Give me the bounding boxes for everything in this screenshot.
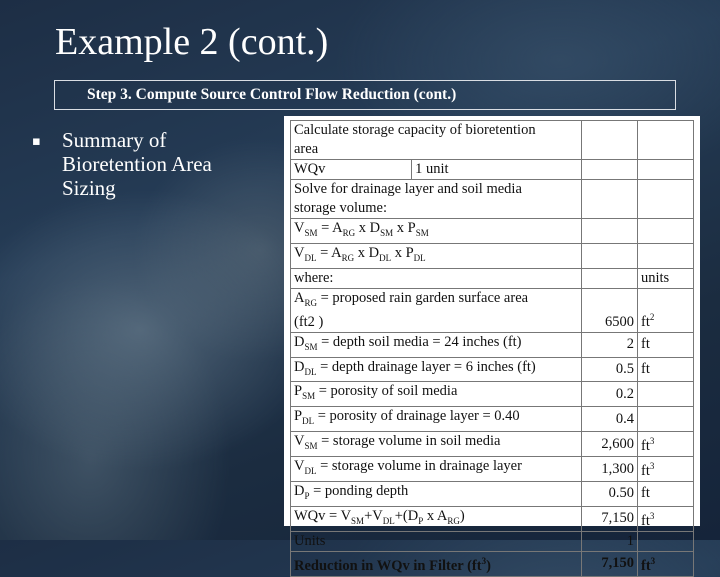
row-label: $D_{SM}$ = depth soil media = 24 inches (ft): [291, 332, 582, 357]
row-unit: ft: [638, 357, 694, 382]
row-value: [582, 160, 638, 180]
row-unit: [638, 243, 694, 268]
row-value: 0.4: [582, 407, 638, 432]
row-unit: $ft^3$: [638, 432, 694, 457]
table-row: [291, 121, 694, 160]
row-value: 7,150: [582, 551, 638, 576]
row-label: $A_{RG}$ = proposed rain garden surface area (ft2 ): [291, 288, 582, 332]
row-unit: $ft^3$: [638, 506, 694, 531]
row-label: WQv = $V_{SM}+V_{DL}+(D_P$ x $A_{RG}$): [291, 506, 582, 531]
table-row: [291, 268, 694, 288]
table-row: [291, 332, 694, 357]
row-label: Calculate storage capacity of bioretention area: [291, 121, 582, 160]
bullet-text: Summary of Bioretention Area Sizing: [62, 128, 212, 200]
row-label: $V_{SM} = A_{RG}$ x $D_{SM}$ x $P_{SM}$: [291, 219, 582, 244]
table-row: [291, 407, 694, 432]
row-label: $P_{DL}$ = porosity of drainage layer = 0.40: [291, 407, 582, 432]
table-row: [291, 243, 694, 268]
row-value: 1,300: [582, 457, 638, 482]
row-label: $D_{DL}$ = depth drainage layer = 6 inches (ft): [291, 357, 582, 382]
row-unit: [638, 219, 694, 244]
row-unit: [638, 121, 694, 160]
row-label: $D_P$ = ponding depth: [291, 482, 582, 507]
row-unit: [638, 180, 694, 219]
row-label: Reduction in WQv in Filter $(ft^3)$: [291, 551, 582, 576]
row-value: 2,600: [582, 432, 638, 457]
table-row: [291, 531, 694, 551]
row-unit: $ft^3$: [638, 551, 694, 576]
row-value: 0.5: [582, 357, 638, 382]
table-row: [291, 482, 694, 507]
sizing-table: [290, 120, 694, 577]
row-label: Units: [291, 531, 582, 551]
table-row: [291, 160, 694, 180]
row-value: 2: [582, 332, 638, 357]
row-value: 7,150: [582, 506, 638, 531]
table-row: [291, 432, 694, 457]
row-value: [582, 268, 638, 288]
row-unit: [638, 531, 694, 551]
row-unit: [638, 407, 694, 432]
table-row: [291, 219, 694, 244]
table-row: [291, 551, 694, 576]
row-unit: units: [638, 268, 694, 288]
row-value: [582, 219, 638, 244]
row-value: [582, 180, 638, 219]
row-label: $V_{DL} = A_{RG}$ x $D_{DL}$ x $P_{DL}$: [291, 243, 582, 268]
row-value: 6500: [582, 288, 638, 332]
row-value: 1: [582, 531, 638, 551]
bullet-item: [32, 128, 262, 200]
spreadsheet-table: [284, 116, 700, 574]
table-row: [291, 457, 694, 482]
table-row: [291, 506, 694, 531]
row-label: WQv: [291, 160, 412, 180]
table-row: [291, 180, 694, 219]
row-label: where:: [291, 268, 582, 288]
row-unit: [638, 382, 694, 407]
row-unit: ft: [638, 482, 694, 507]
row-label: $V_{SM}$ = storage volume in soil media: [291, 432, 582, 457]
row-unit: ft: [638, 332, 694, 357]
row-mid: 1 unit: [412, 160, 582, 180]
row-label: $P_{SM}$ = porosity of soil media: [291, 382, 582, 407]
row-value: [582, 121, 638, 160]
row-label: Solve for drainage layer and soil media storage volume:: [291, 180, 582, 219]
row-unit: $ft^2$: [638, 288, 694, 332]
row-unit: [638, 160, 694, 180]
row-value: 0.50: [582, 482, 638, 507]
row-unit: $ft^3$: [638, 457, 694, 482]
slide-title: Example 2 (cont.): [55, 21, 329, 63]
square-bullet-icon: ▪: [32, 134, 41, 149]
row-label: $V_{DL}$ = storage volume in drainage layer: [291, 457, 582, 482]
table-row: [291, 382, 694, 407]
row-value: 0.2: [582, 382, 638, 407]
row-value: [582, 243, 638, 268]
table-row: [291, 357, 694, 382]
table-row: [291, 288, 694, 332]
step-heading: Step 3. Compute Source Control Flow Reduction (cont.): [54, 80, 676, 110]
